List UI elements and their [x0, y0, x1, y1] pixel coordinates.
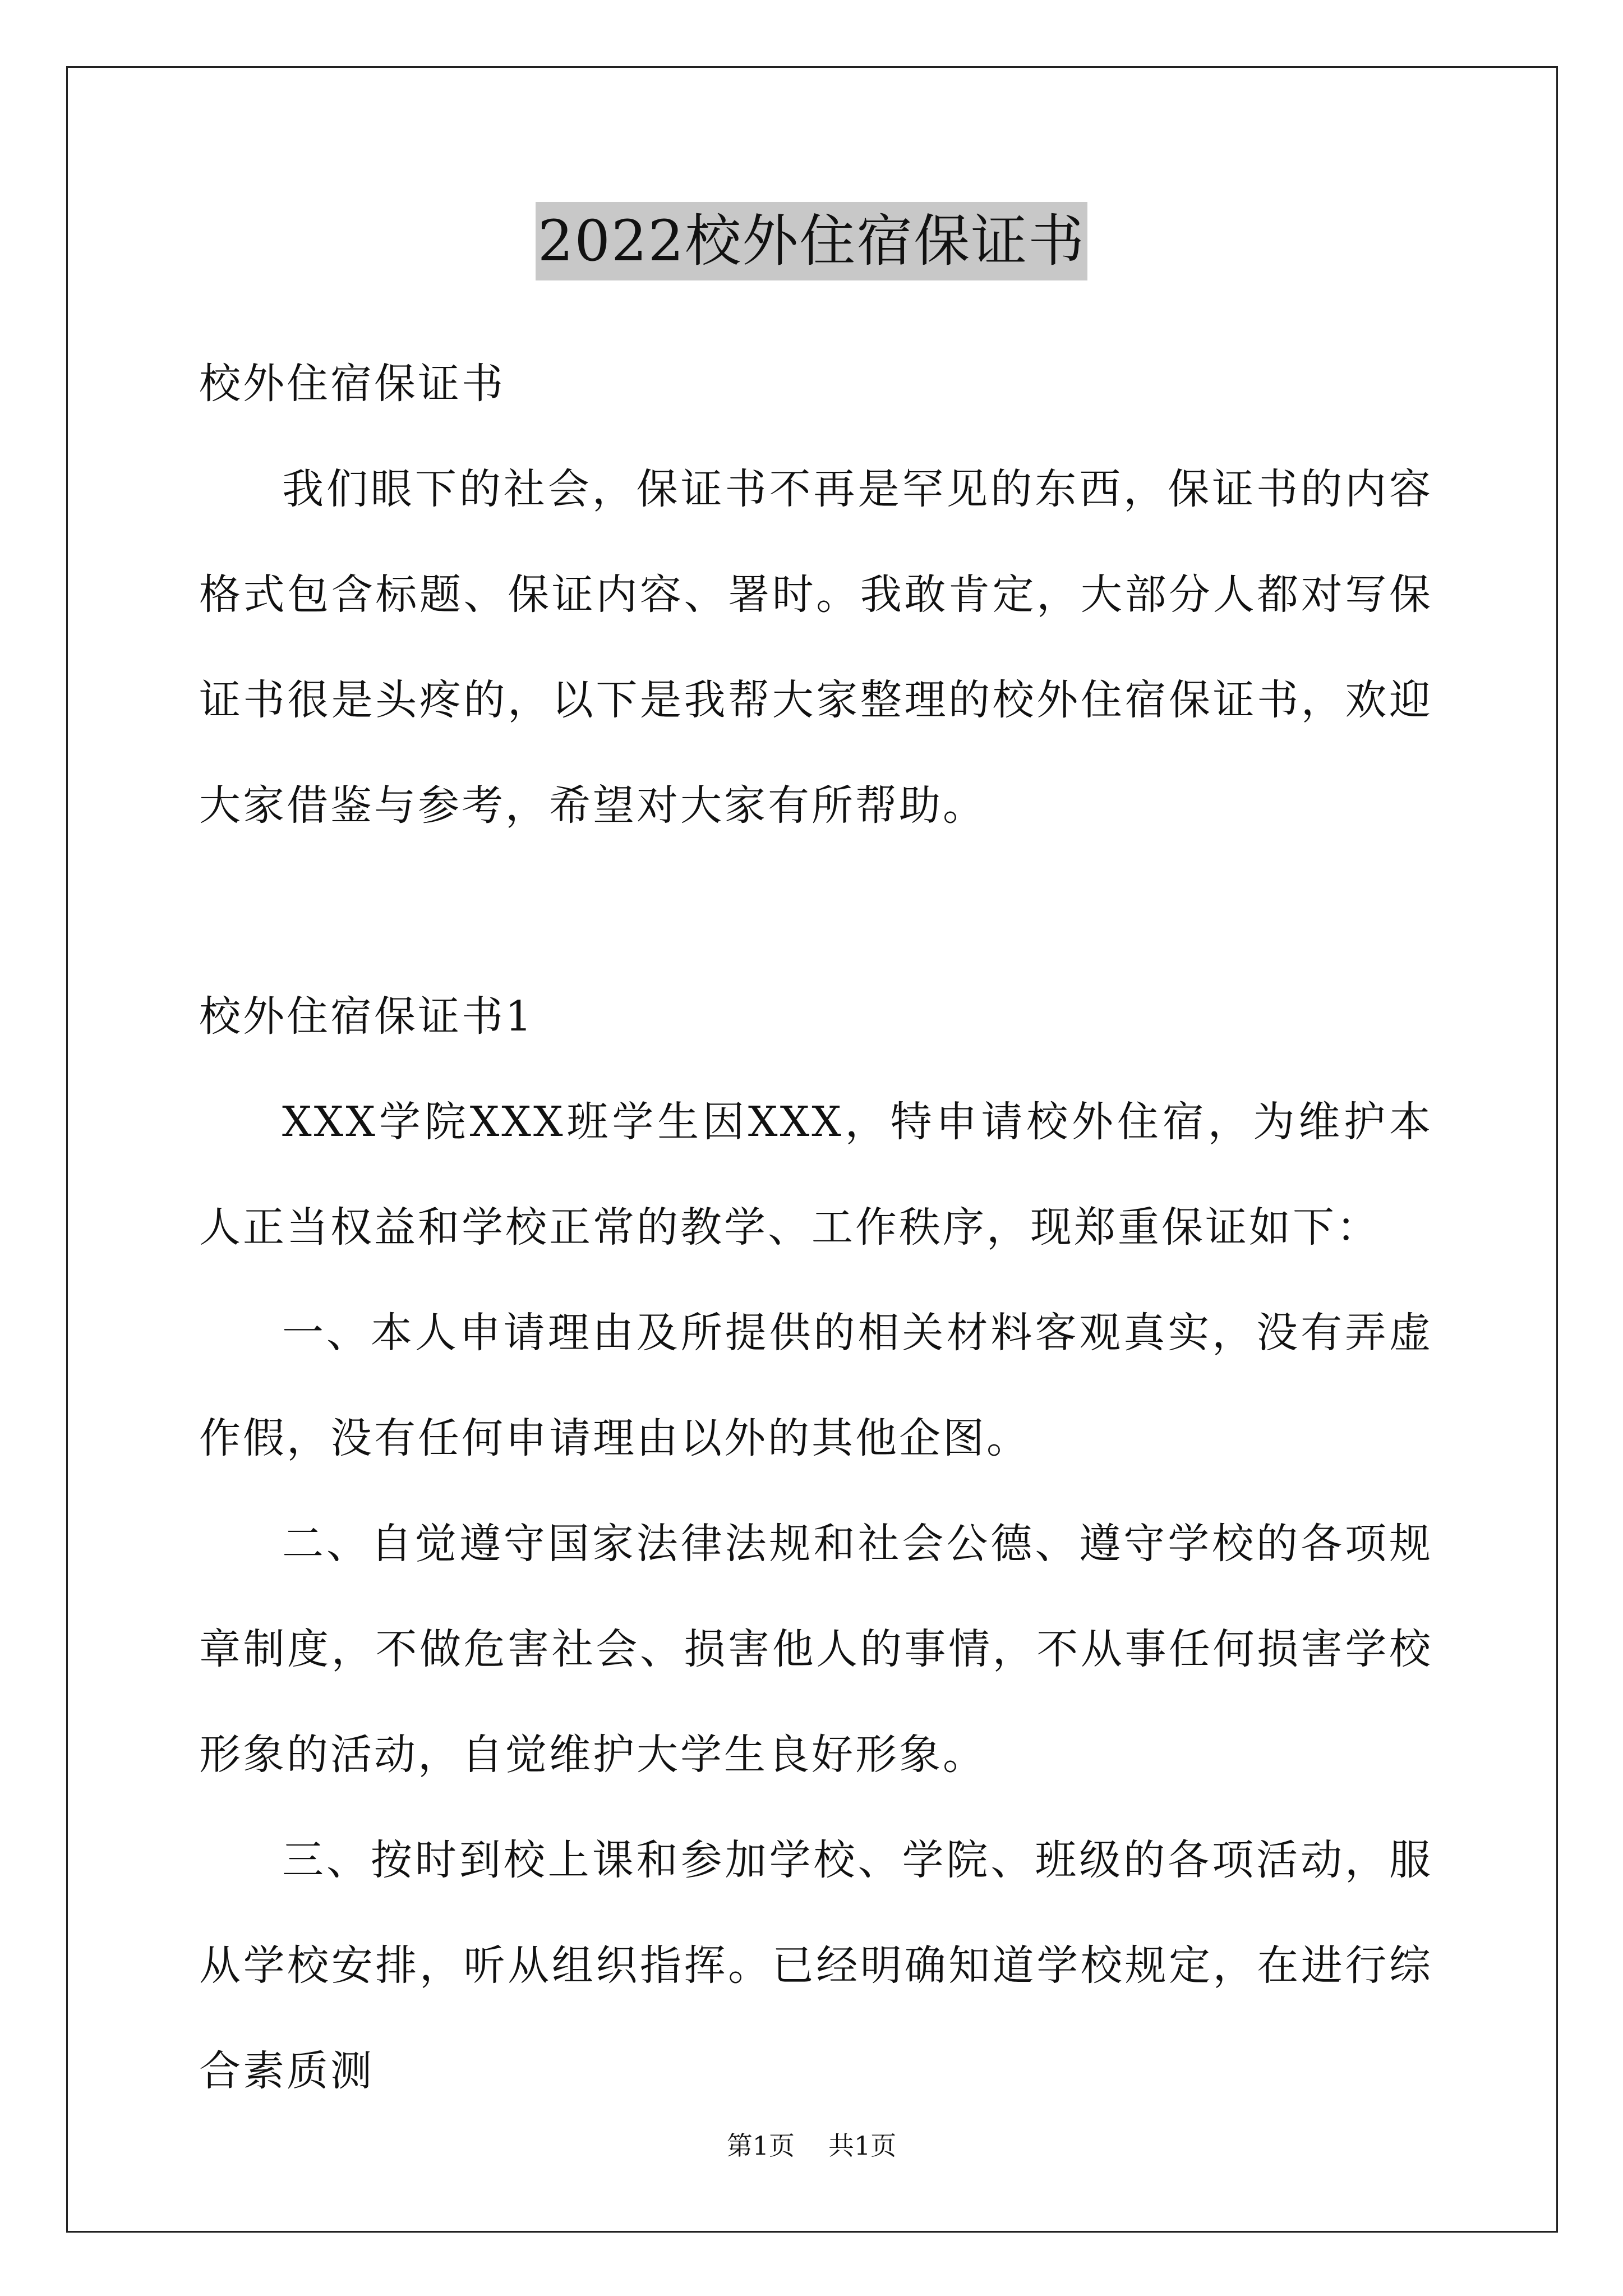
body-paragraph: 二、自觉遵守国家法律法规和社会公德、遵守学校的各项规章制度，不做危害社会、损害他人的事情，不从事任何损害学校形象的活动，自觉维护大学生良好形象。 [199, 1520, 1433, 1779]
intro-paragraph: 我们眼下的社会，保证书不再是罕见的东西，保证书的内容格式包含标题、保证内容、署时。我敢肯定，大部分人都对写保证书很是头疼的，以下是我帮大家整理的校外住宿保证书，欢迎大家借鉴与参考，希望对大家有所帮助。 [199, 465, 1433, 830]
page-number-current: 第1页 [726, 2131, 795, 2161]
document-subtitle: 校外住宿保证书 [199, 360, 505, 408]
page-number-total: 共1页 [828, 2131, 897, 2161]
body-paragraph: 三、按时到校上课和参加学校、学院、班级的各项活动，服从学校安排，听从组织指挥。已经明确知道学校规定，在进行综合素质测 [199, 1836, 1433, 2095]
page-footer [0, 2129, 1623, 2162]
document-body [199, 331, 1433, 2124]
section-heading: 校外住宿保证书1 [199, 992, 534, 1041]
title-container [0, 202, 1623, 280]
body-paragraph: 一、本人申请理由及所提供的相关材料客观真实，没有弄虚作假，没有任何申请理由以外的其他企图。 [199, 1309, 1433, 1462]
document-title: 2022校外住宿保证书 [536, 202, 1088, 280]
spacer [199, 858, 1433, 964]
body-paragraph: XXX学院XXX班学生因XXX，特申请校外住宿，为维护本人正当权益和学校正常的教学、工作秩序，现郑重保证如下： [199, 1098, 1433, 1251]
